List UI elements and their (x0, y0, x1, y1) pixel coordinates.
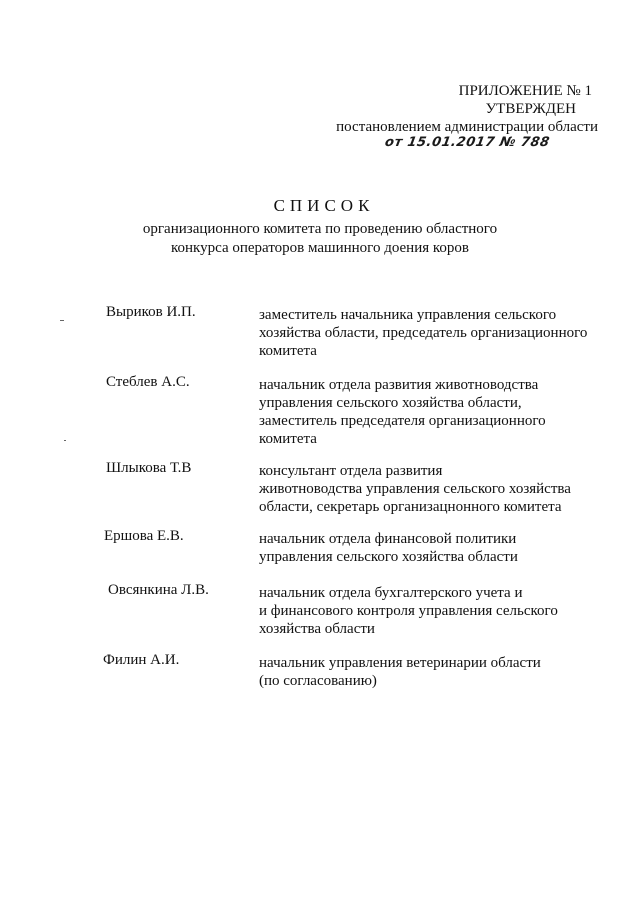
appendix-number: ПРИЛОЖЕНИЕ № 1 (458, 83, 592, 99)
position-line: управления сельского хозяйства области (259, 549, 518, 565)
subtitle-line-2: конкурса операторов машинного доения коров (170, 240, 469, 256)
member-name: Стеблев А.С. (106, 374, 190, 390)
member-name: Овсянкина Л.В. (108, 582, 209, 598)
scan-speck (64, 440, 66, 441)
member-position (259, 376, 546, 448)
position-line: заместитель начальника управления сельского (259, 307, 557, 323)
position-line: (по согласованию) (259, 673, 377, 689)
handwritten-signature-text: от 15.01.2017 № 788 (383, 135, 551, 150)
document-title: СПИСОК (273, 196, 375, 215)
position-line: животноводства управления сельского хозяйства (259, 481, 571, 497)
position-line: управления сельского хозяйства области, (259, 395, 522, 411)
document-subtitle (0, 220, 640, 258)
position-line: хозяйства области, председатель организационного (259, 325, 588, 341)
subtitle-line-1: организационного комитета по проведению областного (142, 221, 498, 237)
member-name: Ершова Е.В. (104, 528, 184, 544)
handwritten-date-number (385, 134, 575, 156)
member-name: Шлыкова Т.В (106, 460, 192, 476)
position-line: начальник отдела развития животноводства (259, 377, 539, 393)
approved-label: УТВЕРЖДЕН (485, 101, 576, 117)
member-name: Выриков И.П. (106, 304, 196, 320)
member-position (259, 584, 558, 638)
position-line: комитета (259, 343, 317, 359)
member-name: Филин А.И. (103, 652, 180, 668)
position-line: комитета (259, 431, 317, 447)
position-line: начальник отдела финансовой политики (259, 531, 517, 547)
member-position (259, 530, 518, 566)
position-line: заместитель председателя организационного (259, 413, 546, 429)
approval-stamp-block (336, 82, 598, 136)
member-position (259, 654, 541, 690)
heading-block (0, 196, 640, 258)
position-line: консультант отдела развития (259, 463, 443, 479)
position-line: и финансового контроля управления сельского (259, 603, 558, 619)
resolution-label: постановлением администрации области (336, 119, 598, 135)
position-line: начальник отдела бухгалтерского учета и (259, 585, 523, 601)
member-position (259, 462, 571, 516)
position-line: начальник управления ветеринарии области (259, 655, 541, 671)
scan-speck (60, 320, 64, 321)
member-position (259, 306, 587, 360)
position-line: хозяйства области (259, 621, 375, 637)
position-line: области, секретарь организацнонного комитета (259, 499, 562, 515)
